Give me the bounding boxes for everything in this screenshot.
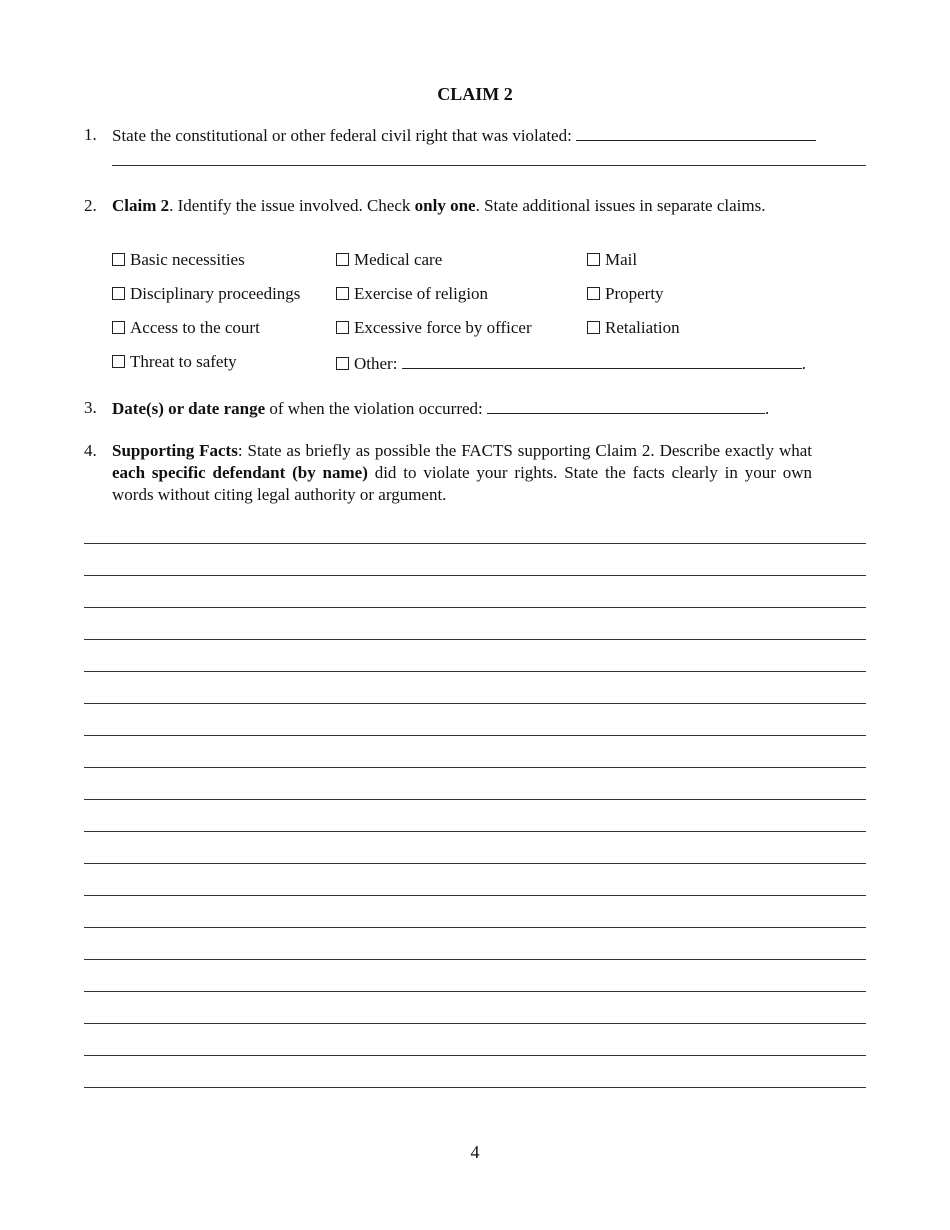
checkbox-icon[interactable]: [587, 253, 600, 266]
item-2-number: 2.: [84, 196, 97, 215]
option-label: Property: [605, 284, 664, 303]
constitutional-right-field[interactable]: [576, 124, 816, 141]
item-2-text-b: . State additional issues in separate claims.: [475, 196, 766, 215]
item-4-text-b: did to violate your rights. State the facts clearly in your own words without citing legal authority or argument.: [112, 463, 812, 504]
checkbox-retaliation[interactable]: [587, 318, 680, 338]
checkbox-icon[interactable]: [336, 321, 349, 334]
writing-line[interactable]: [84, 1055, 866, 1056]
item-1-prompt: [112, 124, 872, 147]
item-3-number: 3.: [84, 398, 97, 417]
checkbox-disciplinary-proceedings[interactable]: [112, 284, 300, 304]
writing-line[interactable]: [84, 639, 866, 640]
writing-line[interactable]: [84, 831, 866, 832]
option-label: Exercise of religion: [354, 284, 489, 303]
checkbox-icon[interactable]: [587, 287, 600, 300]
checkbox-medical-care[interactable]: [336, 250, 442, 270]
item-1-number: 1.: [84, 125, 97, 144]
page-number: 4: [470, 1142, 480, 1162]
writing-line[interactable]: [84, 703, 866, 704]
writing-line[interactable]: [84, 1087, 866, 1088]
item-4-number: 4.: [84, 441, 97, 460]
other-issue-field[interactable]: [402, 352, 802, 369]
option-label: Medical care: [354, 250, 443, 269]
checkbox-icon[interactable]: [336, 253, 349, 266]
writing-line[interactable]: [84, 927, 866, 928]
claim-label: Claim 2: [112, 196, 170, 215]
checkbox-basic-necessities[interactable]: [112, 250, 245, 270]
writing-line[interactable]: [84, 607, 866, 608]
item-3-text: of when the violation occurred:: [265, 399, 483, 418]
checkbox-exercise-of-religion[interactable]: [336, 284, 488, 304]
option-label: Mail: [605, 250, 638, 269]
checkbox-access-to-court[interactable]: [112, 318, 260, 338]
checkbox-icon[interactable]: [112, 253, 125, 266]
option-label: Other:: [354, 354, 398, 373]
item-2-text-a: . Identify the issue involved. Check: [169, 196, 415, 215]
checkbox-mail[interactable]: [587, 250, 637, 270]
option-label: Disciplinary proceedings: [130, 284, 301, 303]
writing-line[interactable]: [84, 959, 866, 960]
writing-line[interactable]: [84, 895, 866, 896]
checkbox-icon[interactable]: [587, 321, 600, 334]
item-2-prompt: [112, 195, 812, 217]
writing-line[interactable]: [84, 1023, 866, 1024]
writing-line[interactable]: [84, 767, 866, 768]
defendant-emphasis: each specific defendant (by name): [112, 463, 368, 482]
checkbox-icon[interactable]: [112, 355, 125, 368]
checkbox-excessive-force[interactable]: [336, 318, 532, 338]
option-label: Basic necessities: [130, 250, 245, 269]
checkbox-icon[interactable]: [112, 321, 125, 334]
supporting-facts-label: Supporting Facts: [112, 441, 238, 460]
checkbox-icon[interactable]: [112, 287, 125, 300]
checkbox-threat-to-safety[interactable]: [112, 352, 237, 372]
item-4-text-a: : State as briefly as possible the FACTS supporting Claim 2. Describe exactly what: [237, 441, 812, 460]
writing-line[interactable]: [84, 863, 866, 864]
option-label: Threat to safety: [130, 352, 237, 371]
only-one-label: only one: [414, 196, 476, 215]
writing-line[interactable]: [84, 575, 866, 576]
writing-line[interactable]: [84, 799, 866, 800]
item-4-prompt: [112, 440, 812, 506]
option-label: Excessive force by officer: [354, 318, 532, 337]
item-1-text: State the constitutional or other federal civil right that was violated:: [112, 126, 572, 145]
option-label: Access to the court: [130, 318, 260, 337]
checkbox-property[interactable]: [587, 284, 664, 304]
writing-line[interactable]: [84, 991, 866, 992]
writing-line[interactable]: [84, 671, 866, 672]
writing-line[interactable]: [84, 543, 866, 544]
page-title: CLAIM 2: [437, 84, 513, 104]
item-3-prompt: Date(s) or date range of when the violation occurred: .: [112, 399, 770, 418]
checkbox-other[interactable]: Other: .: [336, 352, 816, 374]
date-range-field[interactable]: [487, 397, 765, 414]
writing-line[interactable]: [84, 735, 866, 736]
constitutional-right-field-line-2[interactable]: [112, 165, 866, 166]
checkbox-icon[interactable]: [336, 287, 349, 300]
date-range-label: Date(s) or date range: [112, 399, 266, 418]
checkbox-icon[interactable]: [336, 357, 349, 370]
option-label: Retaliation: [605, 318, 680, 337]
